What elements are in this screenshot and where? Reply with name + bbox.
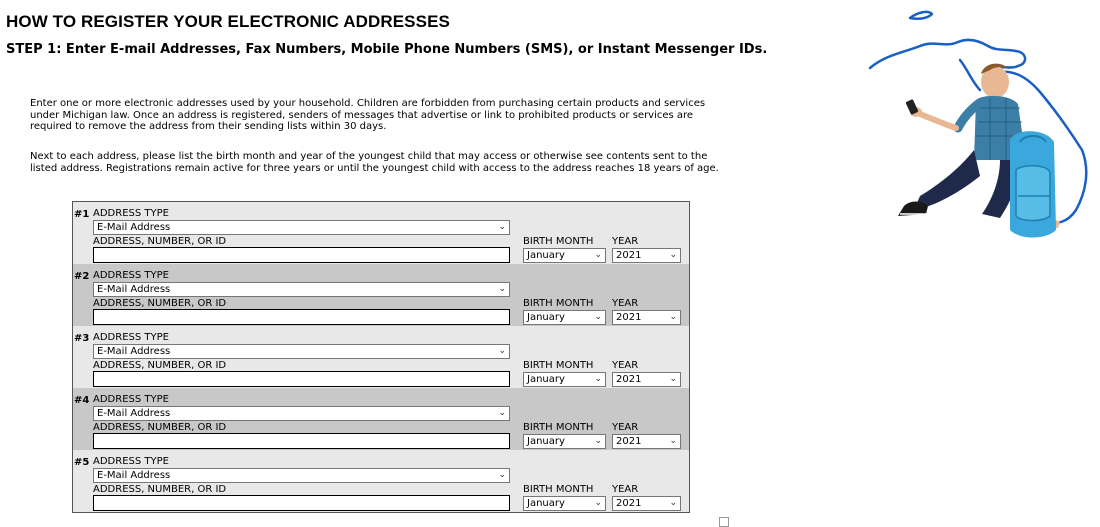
address-entry-row [73, 450, 689, 512]
birth-month-select[interactable] [523, 310, 606, 325]
birth-month-label: BIRTH MONTH [523, 360, 594, 371]
address-label: ADDRESS, NUMBER, OR ID [93, 298, 227, 309]
birth-month-label: BIRTH MONTH [523, 236, 594, 247]
year-label: YEAR [612, 484, 639, 495]
address-type-value: E-Mail Address [97, 470, 171, 481]
address-label: ADDRESS, NUMBER, OR ID [93, 236, 227, 247]
year-select[interactable] [612, 310, 681, 325]
chevron-down-icon: ⌄ [594, 312, 602, 322]
address-entry-row [73, 326, 689, 388]
chevron-down-icon: ⌄ [594, 436, 602, 446]
chevron-down-icon: ⌄ [498, 470, 506, 480]
chevron-down-icon: ⌄ [669, 374, 677, 384]
chevron-down-icon: ⌄ [594, 250, 602, 260]
address-type-select[interactable] [93, 468, 510, 483]
address-type-value: E-Mail Address [97, 284, 171, 295]
address-type-value: E-Mail Address [97, 222, 171, 233]
chevron-down-icon: ⌄ [669, 436, 677, 446]
page-title: HOW TO REGISTER YOUR ELECTRONIC ADDRESSES [6, 12, 450, 31]
year-select[interactable] [612, 372, 681, 387]
address-label: ADDRESS, NUMBER, OR ID [93, 484, 227, 495]
step-heading: STEP 1: Enter E-mail Addresses, Fax Numbers, Mobile Phone Numbers (SMS), or Instant Messenger IDs. [6, 42, 768, 57]
chevron-down-icon: ⌄ [498, 284, 506, 294]
entry-number: #3 [74, 333, 90, 344]
birth-month-value: January [527, 250, 565, 261]
birth-month-select[interactable] [523, 372, 606, 387]
birth-month-select[interactable] [523, 248, 606, 263]
address-entry-row [73, 202, 689, 264]
chevron-down-icon: ⌄ [498, 346, 506, 356]
address-type-select[interactable] [93, 406, 510, 421]
entry-number: #5 [74, 457, 90, 468]
intro-paragraph: Enter one or more electronic addresses used by your household. Children are forbidden from purchasing certain products and services under Michigan law. Once an address is registered, senders of messages that advertise or link to prohibited products or services are required to remove the address from their sending lists within 30 days. [30, 98, 706, 132]
address-label: ADDRESS, NUMBER, OR ID [93, 360, 227, 371]
birth-month-select[interactable] [523, 496, 606, 511]
entry-number: #1 [74, 209, 90, 220]
address-type-select[interactable] [93, 282, 510, 297]
birth-month-label: BIRTH MONTH [523, 422, 594, 433]
chevron-down-icon: ⌄ [594, 374, 602, 384]
birth-month-value: January [527, 312, 565, 323]
address-type-label: ADDRESS TYPE [93, 394, 169, 405]
year-value: 2021 [616, 312, 642, 323]
address-label: ADDRESS, NUMBER, OR ID [93, 422, 227, 433]
address-entry-row [73, 264, 689, 326]
year-value: 2021 [616, 498, 642, 509]
chevron-down-icon: ⌄ [669, 312, 677, 322]
address-input[interactable] [93, 371, 510, 387]
chevron-down-icon: ⌄ [498, 408, 506, 418]
year-label: YEAR [612, 236, 639, 247]
address-input[interactable] [93, 309, 510, 325]
address-type-label: ADDRESS TYPE [93, 270, 169, 281]
chevron-down-icon: ⌄ [669, 250, 677, 260]
backpack [1010, 131, 1056, 237]
birth-month-value: January [527, 498, 565, 509]
year-label: YEAR [612, 298, 639, 309]
year-select[interactable] [612, 434, 681, 449]
year-value: 2021 [616, 436, 642, 447]
birth-month-value: January [527, 374, 565, 385]
broken-image-placeholder [719, 517, 729, 527]
year-label: YEAR [612, 422, 639, 433]
year-value: 2021 [616, 250, 642, 261]
address-input[interactable] [93, 495, 510, 511]
entry-number: #2 [74, 271, 90, 282]
entry-number: #4 [74, 395, 90, 406]
year-select[interactable] [612, 248, 681, 263]
birth-month-select[interactable] [523, 434, 606, 449]
year-select[interactable] [612, 496, 681, 511]
address-type-value: E-Mail Address [97, 346, 171, 357]
map-shoreline [960, 60, 980, 90]
instructions-paragraph: Next to each address, please list the birth month and year of the youngest child that may access or otherwise see contents sent to the listed address. Registrations remain active for three years or until the youngest child with access to the address reaches 18 years of age. [30, 151, 719, 174]
address-type-label: ADDRESS TYPE [93, 456, 169, 467]
chevron-down-icon: ⌄ [594, 498, 602, 508]
chevron-down-icon: ⌄ [498, 222, 506, 232]
year-label: YEAR [612, 360, 639, 371]
year-value: 2021 [616, 374, 642, 385]
address-type-label: ADDRESS TYPE [93, 332, 169, 343]
birth-month-value: January [527, 436, 565, 447]
address-entry-table [72, 201, 690, 513]
map-island [910, 12, 932, 19]
address-type-select[interactable] [93, 220, 510, 235]
address-input[interactable] [93, 433, 510, 449]
chevron-down-icon: ⌄ [669, 498, 677, 508]
address-input[interactable] [93, 247, 510, 263]
birth-month-label: BIRTH MONTH [523, 298, 594, 309]
address-entry-row [73, 388, 689, 450]
birth-month-label: BIRTH MONTH [523, 484, 594, 495]
address-type-value: E-Mail Address [97, 408, 171, 419]
boy-with-backpack-illustration [850, 0, 1100, 250]
address-type-select[interactable] [93, 344, 510, 359]
address-type-label: ADDRESS TYPE [93, 208, 169, 219]
